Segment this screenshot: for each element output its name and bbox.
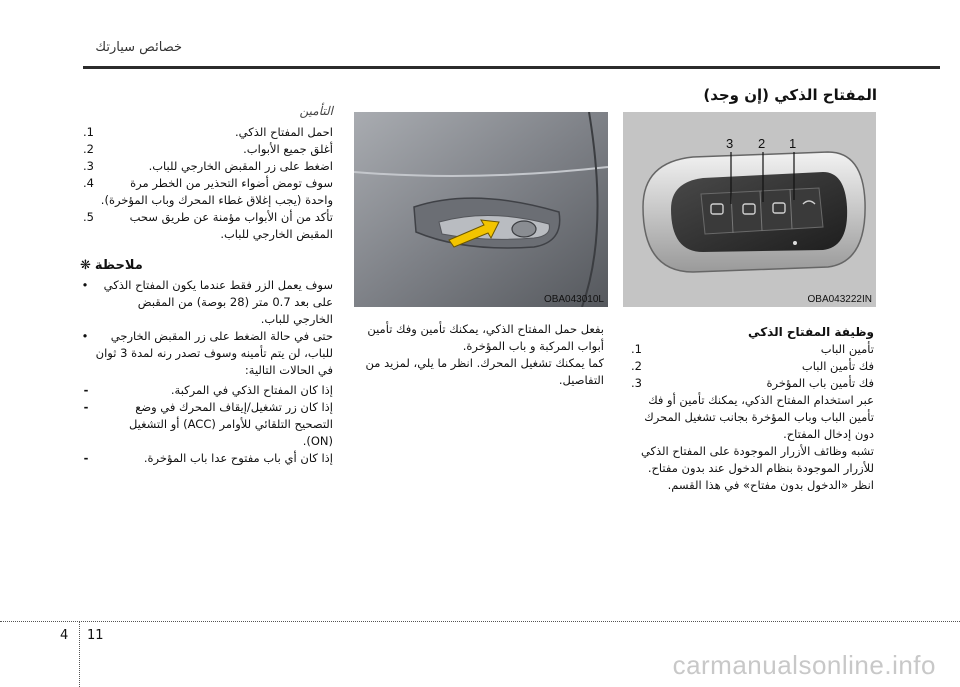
note-condition: - إذا كان أي باب مفتوح عدا باب المؤخرة. [80, 450, 333, 467]
dash-icon: - [83, 400, 89, 414]
smart-key-image [623, 112, 876, 307]
smart-key-illustration [623, 112, 876, 307]
dash-icon: - [83, 451, 89, 465]
image-caption: OBA043222IN [807, 294, 872, 305]
list-item: .1 احمل المفتاح الذكي. [83, 125, 333, 139]
paragraph: بفعل حمل المفتاح الذكي، يمكنك تأمين وفك تأمين أبواب المركبة و باب المؤخرة. [367, 322, 604, 353]
note-bullet: • حتى في حالة الضغط على زر المقبض الخارجي للباب، لن يتم تأمينه وسوف تصدر رنه لمدة 3 ثوان في الحالات التالية: [81, 329, 333, 377]
footer-separator [79, 621, 80, 687]
note-icon: ❋ [80, 258, 91, 273]
smart-key-intro [354, 321, 604, 389]
bullet-icon: • [81, 329, 89, 343]
functions-list [628, 341, 874, 392]
header-divider [83, 66, 940, 69]
list-item: .5 تأكد من أن الأبواب مؤمنة عن طريق سحب المقبض الخارجي للباب. [83, 210, 333, 241]
chapter-title: خصائص سيارتك [95, 40, 182, 55]
paragraph: كما يمكنك تشغيل المحرك. انظر ما يلي، لمزيد من التفاصيل. [365, 356, 604, 387]
paragraph: تشبه وظائف الأزرار الموجودة على المفتاح الذكي للأزرار الموجودة بنظام الدخول عند بدون مفتاح. انظر «الدخول بدون مفتاح» في هذا القسم. [640, 444, 874, 492]
paragraph: عبر استخدام المفتاح الذكي، يمكنك تأمين أو فك تأمين الباب وباب المؤخرة بجانب تشغيل المحرك دون إدخال المفتاح. [644, 393, 874, 441]
bullet-icon: • [81, 278, 89, 292]
door-handle-image [354, 112, 608, 307]
list-item: .3 فك تأمين باب المؤخرة [631, 376, 874, 390]
note-heading: ❋ ملاحظة [80, 258, 143, 273]
locking-subheading: التأمين [299, 104, 333, 118]
image-caption: OBA043010L [543, 294, 604, 305]
key-label-2: 2 [758, 136, 766, 151]
dash-icon: - [83, 383, 89, 397]
list-item: .4 سوف تومض أضواء التحذير من الخطر مرة واحدة (يجب إغلاق غطاء المحرك وباب المؤخرة). [83, 176, 333, 207]
note-condition: - إذا كان المفتاح الذكي في المركبة. [80, 382, 333, 399]
locking-steps [80, 124, 333, 243]
note-condition: - إذا كان زر تشغيل/إيقاف المحرك في وضع التصحيح التلقائي للأوامر (ACC) أو التشغيل (ON). [80, 399, 333, 450]
list-item: .3 اضغط على زر المقبض الخارجي للباب. [83, 159, 333, 173]
list-item: .2 فك تأمين الباب [631, 359, 874, 373]
section-number: 4 [60, 628, 69, 643]
smart-key-functions [628, 324, 874, 494]
functions-subheading: وظيفة المفتاح الذكي [748, 325, 874, 339]
footer-divider [0, 621, 960, 622]
locking-section [80, 103, 333, 467]
note-bullet: • سوف يعمل الزر فقط عندما يكون المفتاح الذكي على بعد 0.7 متر (28 بوصة) من المقبض الخارجي للباب. [81, 278, 333, 326]
key-label-3: 3 [726, 136, 734, 151]
page-number: 11 [87, 628, 104, 643]
door-handle-illustration [354, 112, 608, 307]
key-label-1: 1 [789, 136, 797, 151]
list-item: .1 تأمين الباب [631, 342, 874, 356]
watermark: carmanualsonline.info [672, 650, 936, 680]
section-title: المفتاح الذكي (إن وجد) [703, 86, 877, 104]
list-item: .2 أغلق جميع الأبواب. [83, 142, 333, 156]
